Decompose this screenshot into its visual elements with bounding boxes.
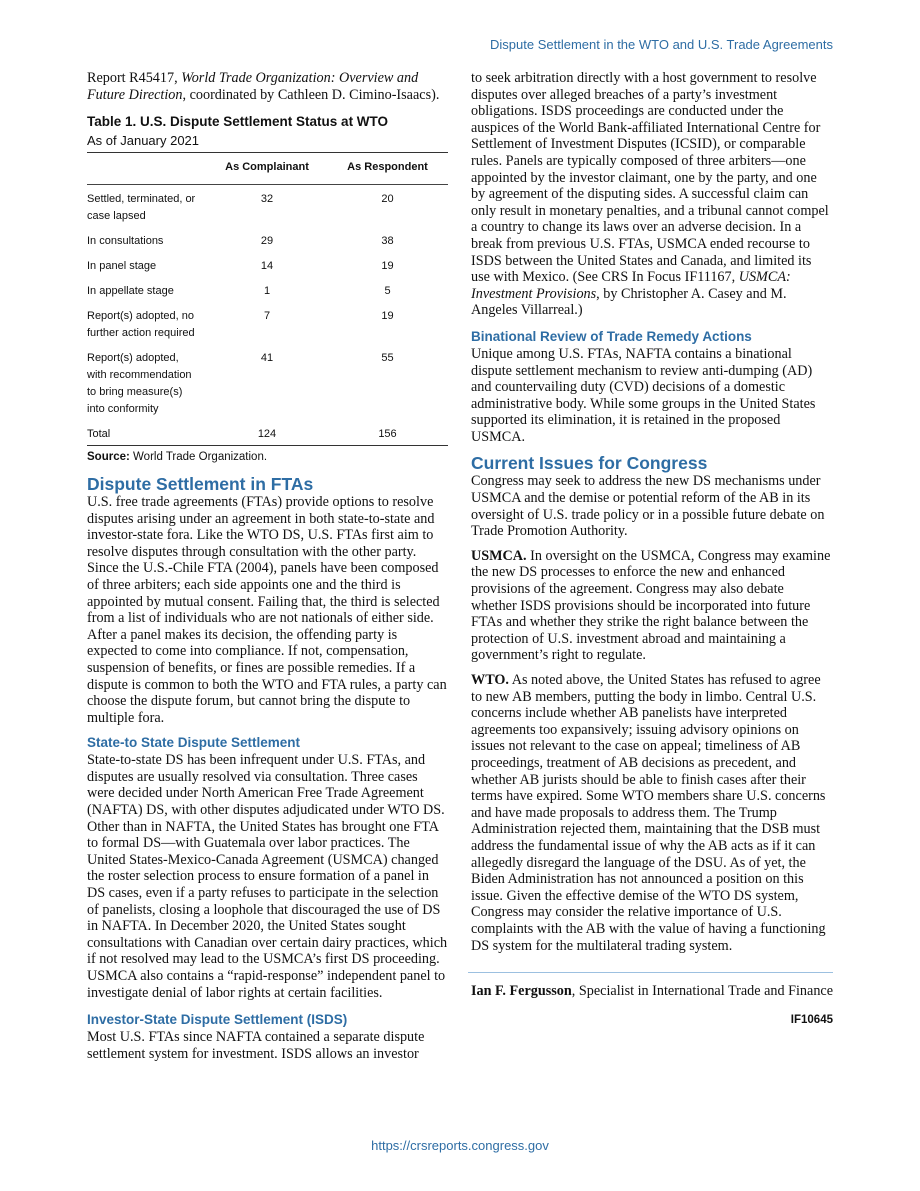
subheading-binational: Binational Review of Trade Remedy Actions	[471, 328, 752, 344]
table-row	[87, 344, 448, 420]
table-row	[87, 302, 448, 344]
table-title: Table 1. U.S. Dispute Settlement Status at WTO	[87, 114, 389, 130]
row-label: In consultations	[87, 235, 164, 248]
respondent-value: 20	[381, 193, 394, 206]
table-row	[87, 185, 448, 228]
row-label: Report(s) adopted, no further action required	[87, 310, 195, 340]
respondent-value: 38	[381, 235, 394, 248]
paragraph-binational: Unique among U.S. FTAs, NAFTA contains a binational dispute settlement mechanism to review anti-dumping (AD) and countervailing duty (CVD) decisions of a domestic administrative body. While some groups in the United States supported its elimination, it is retained in the proposed USMCA.	[471, 345, 816, 445]
complainant-value: 124	[207, 420, 327, 446]
intro-paragraph: Report R45417, World Trade Organization: Overview and Future Direction, coordinated by Cathleen D. Cimino-Isaacs).	[87, 70, 440, 103]
section-heading-fta: Dispute Settlement in FTAs	[87, 473, 314, 494]
row-label: Settled, terminated, or case lapsed	[87, 193, 196, 223]
right-column	[471, 70, 833, 1028]
table-subtitle: As of January 2021	[87, 133, 448, 154]
paragraph-isds-start: Most U.S. FTAs since NAFTA contained a separate dispute settlement system for investment. ISDS allows an investor	[87, 1029, 425, 1062]
row-label: Report(s) adopted, with recommendation to bring measure(s) into conformity	[87, 352, 192, 416]
table-header-respondent: As Respondent	[327, 153, 448, 185]
complainant-value: 41	[260, 352, 274, 365]
complainant-value: 29	[260, 235, 274, 248]
author-line: Ian F. Fergusson, Specialist in International Trade and Finance	[471, 983, 834, 1000]
left-column	[87, 70, 448, 1062]
author-divider	[468, 972, 833, 973]
section-heading-current-issues: Current Issues for Congress	[471, 453, 708, 474]
table-header-blank	[87, 153, 207, 185]
table-row	[87, 252, 448, 277]
complainant-value: 14	[260, 260, 274, 273]
complainant-value: 7	[263, 310, 271, 323]
respondent-value: 5	[384, 285, 391, 298]
row-label: In appellate stage	[87, 285, 174, 298]
subheading-isds: Investor-State Dispute Settlement (ISDS)	[87, 1012, 348, 1028]
table-header-complainant: As Complainant	[207, 153, 327, 185]
report-title: World Trade Organization: Overview and Future Direction	[87, 70, 419, 103]
row-label: Total	[87, 420, 207, 446]
table-row	[87, 420, 448, 446]
paragraph-isds-cont: to seek arbitration directly with a host government to resolve disputes over alleged breaches of a party’s investment obligations. ISDS proceedings are conducted under the auspices of the World Bank-affiliated International Centre for Settlement of Investment Disputes (ICSID), or comparable rules. Panels are typically composed of three arbiters—one appointed by the investor claimant, one by the party, and one by agreement of the disputing sides. A successful claim can only result in monetary penalties, and a tribunal cannot compel a country to change its laws over an adverse decision. In a break from previous U.S. FTAs, USMCA ended recourse to ISDS between the United States and Canada, and limited its use with Mexico. (See CRS In Focus IF11167, USMCA: Investment Provisions, by Christopher A. Casey and M. Angeles Villarreal.)	[471, 70, 829, 319]
subheading-state-to-state: State-to State Dispute Settlement	[87, 735, 301, 751]
running-header: Dispute Settlement in the WTO and U.S. Trade Agreements	[490, 37, 833, 52]
paragraph-fta: U.S. free trade agreements (FTAs) provide options to resolve disputes arising under an agreement in both state-to-state and investor-state fora. Like the WTO DS, U.S. FTAs first aim to resolve disputes through consultation with the other party. Since the U.S.-Chile FTA (2004), panels have been composed of three arbiters; each side appoints one and the third is appointed by mutual consent. Failing that, the third is selected from a list of individuals who are not nationals of either side. After a panel makes its decision, the offending party is expected to come into compliance. If not, compensation, suspension of benefits, or fines are possible remedies. If a dispute is common to both the WTO and FTA rules, a party can choose the dispute forum, but cannot bring the dispute to multiple fora.	[87, 493, 447, 726]
table-row	[87, 277, 448, 302]
dispute-status-table	[87, 153, 448, 446]
paragraph-usmca: USMCA. In oversight on the USMCA, Congress may examine the new DS processes to enforce the new and enhanced provisions of the agreement. Congress may also debate whether ISDS provisions should be incorporated into future FTAs and whether they strike the right balance between the protection of U.S. investment abroad and maintaining a government’s right to regulate.	[471, 547, 831, 664]
complainant-value: 1	[263, 285, 271, 298]
footer-url[interactable]: https://crsreports.congress.gov	[371, 1138, 549, 1153]
table-source: Source: World Trade Organization.	[87, 451, 268, 464]
row-label: In panel stage	[87, 260, 157, 273]
cited-title: USMCA: Investment Provisions	[471, 269, 791, 302]
table-body	[87, 185, 448, 446]
respondent-value: 19	[381, 260, 394, 273]
table-row	[87, 227, 448, 252]
paragraph-current-issues: Congress may seek to address the new DS mechanisms under USMCA and the demise or potential reform of the AB in its oversight of U.S. trade policy or in a possible future debate on Trade Promotion Authority.	[471, 473, 825, 540]
paragraph-wto: WTO. As noted above, the United States has refused to agree to new AB members, putting the body in limbo. Central U.S. concerns include whether AB panelists have interpreted agreements too expansively; issuing advisory opinions on issues not relevant to the case on appeal; timeliness of AB proceedings, treatment of AB decisions as precedent, and whether AB jurists should be able to finish cases after their terms have expired. Some WTO members share U.S. concerns and have made proposals to address them. The Trump Administration rejected them, maintaining that the DSB must address the fundamental issue of why the AB acts as if it can allegedly disregard the language of the DSU. As of yet, the Biden Administration has not announced a position on this issue. Given the effective demise of the WTO DS system, Congress may consider the relative importance of U.S. complaints with the AB with the value of having a functioning DS system for the multilateral trading system.	[471, 672, 826, 954]
respondent-value: 19	[381, 310, 394, 323]
respondent-value: 55	[381, 352, 394, 365]
if-number: IF10645	[790, 1013, 833, 1026]
complainant-value: 32	[260, 193, 274, 206]
respondent-value: 156	[327, 420, 448, 446]
paragraph-state-to-state: State-to-state DS has been infrequent under U.S. FTAs, and disputes are usually resolved via consultation. Three cases were decided under North American Free Trade Agreement (NAFTA) DS, with other disputes adjudicated under WTO DS. Other than in NAFTA, the United States has brought one FTA to formal DS—with Guatemala over labor practices. The United States-Mexico-Canada Agreement (USMCA) changed the roster selection process to ensure formation of a panel in DS cases, even if a party refuses to participate in the selection of panelists, closing a loophole that discouraged the use of DS in NAFTA. In December 2020, the United States sought consultations with Canadian over certain dairy practices, which if not resolved may lead to the USMCA’s first DS proceeding. USMCA also contains a “rapid-response” independent panel to investigate denial of labor rights at certain facilities.	[87, 752, 448, 1001]
